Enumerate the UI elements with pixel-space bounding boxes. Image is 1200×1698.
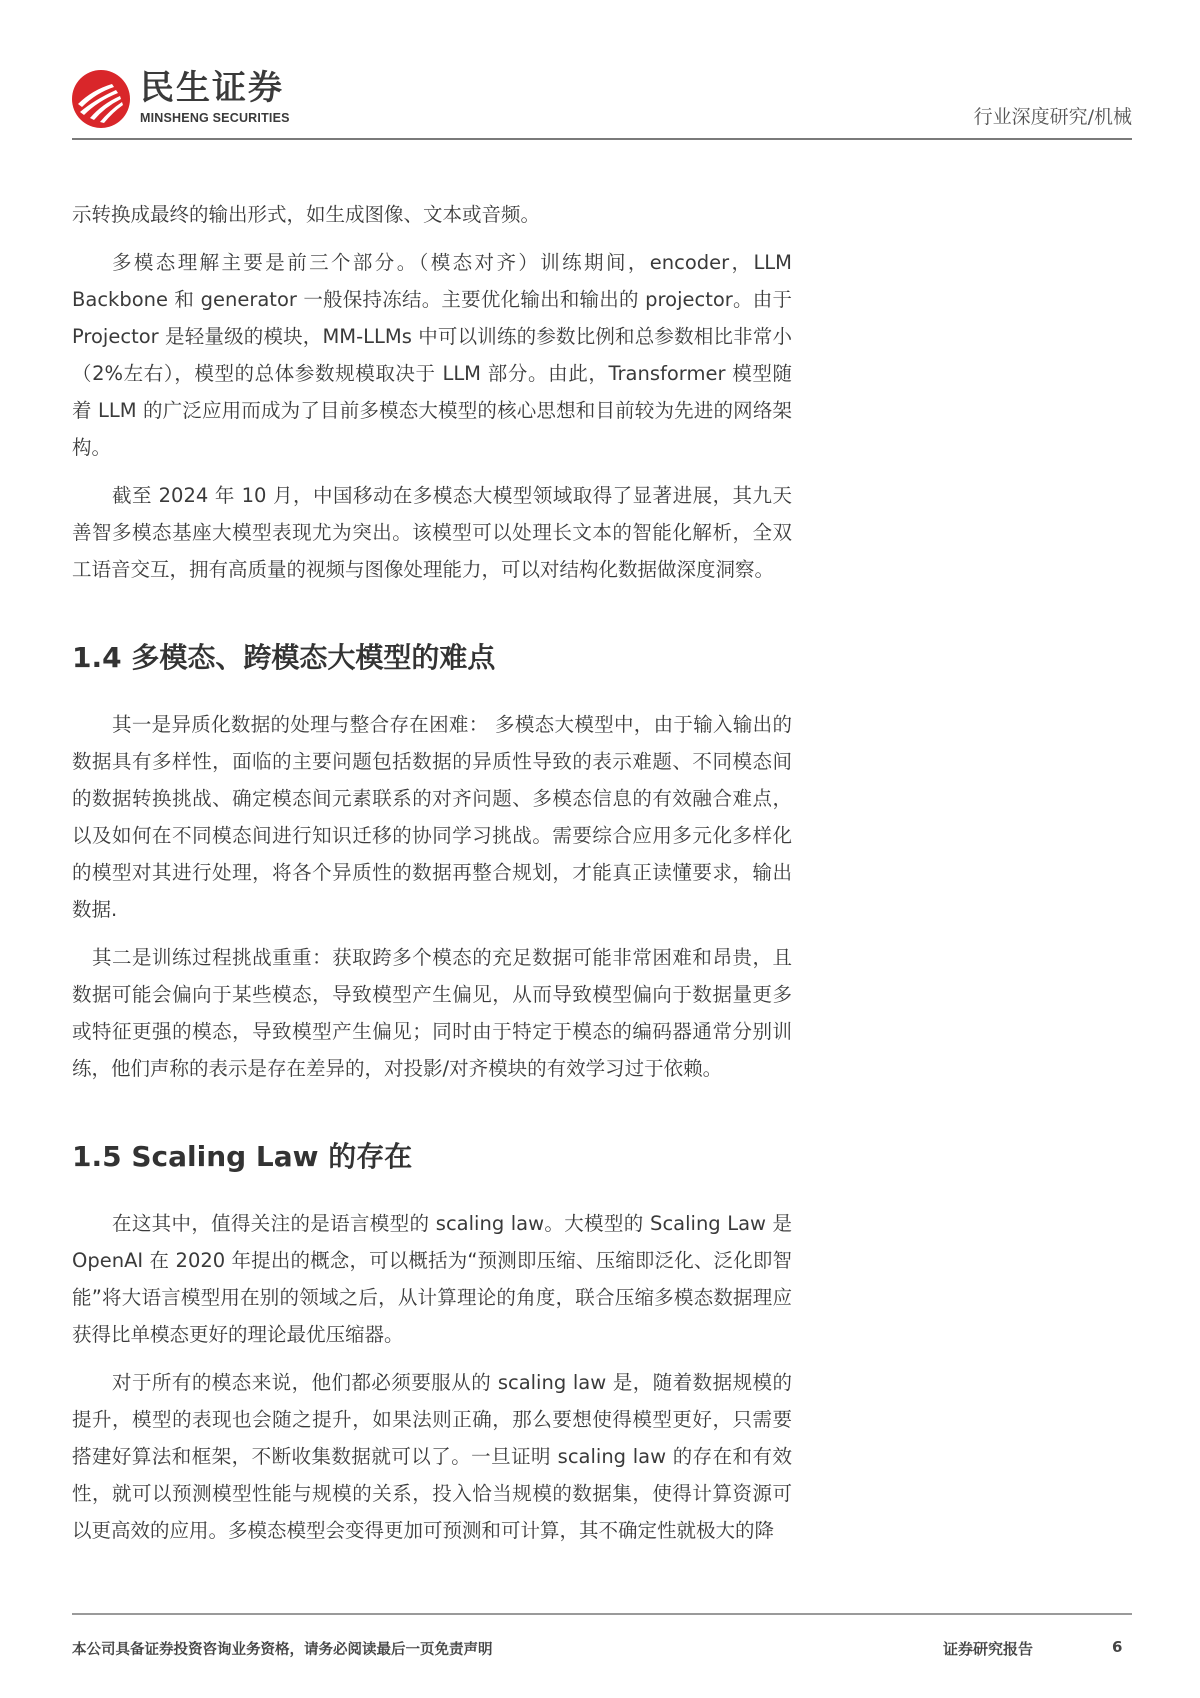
paragraph-training-challenges: 其二是训练过程挑战重重：获取跨多个模态的充足数据可能非常困难和昂贵，且数据可能会偏向于某些模态，导致模型产生偏见，从而导致模型偏向于数据量更多或特征更强的模态，导致模型产生偏见；同时由于特定于模态的编码器通常分别训练，他们声称的表示是存在差异的，对投影/对齐模块的有效学习过于依赖。 <box>72 946 792 1080</box>
paragraph-scaling-law-modalities: 对于所有的模态来说，他们都必须要服从的 scaling law 是，随着数据规模的提升，模型的表现也会随之提升，如果法则正确，那么要想使得模型更好，只需要搭建好算法和框架，不断收集数据就可以了。一旦证明 scaling law 的存在和有效性，就可以预测模型性能与规模的关系，投入恰当规模的数据集，使得计算资源可以更高效的应用。多模态模型会变得更加可预测和可计算，其不确定性就极大的降 <box>72 1371 792 1542</box>
header-divider <box>72 138 1132 140</box>
paragraph-multimodal-understanding: 多模态理解主要是前三个部分。（模态对齐）训练期间，encoder，LLM Backbone 和 generator 一般保持冻结。主要优化输出和输出的 projector。由于 Projector 是轻量级的模块，MM-LLMs 中可以训练的参数比例和总参数相比非常小（2%左右），模型的总体参数规模取决于 LLM 部分。由此，Transformer 模型随着 LLM 的广泛应用而成为了目前多模态大模型的核心思想和目前较为先进的网络架构。 <box>72 251 792 459</box>
page-header <box>72 66 1132 140</box>
footer-divider <box>72 1613 1132 1615</box>
document-body <box>72 196 792 1549</box>
paragraph-scaling-law-intro: 在这其中，值得关注的是语言模型的 scaling law。大模型的 Scaling Law 是 OpenAI 在 2020 年提出的概念，可以概括为“预测即压缩、压缩即泛化、泛化即智能”将大语言模型用在别的领域之后，从计算理论的角度，联合压缩多模态数据理应获得比单模态更好的理论最优压缩器。 <box>72 1212 792 1346</box>
section-heading-1-4: 1.4 多模态、跨模态大模型的难点 <box>72 641 496 674</box>
logo-chinese-name: 民生证券 <box>140 68 284 108</box>
section-heading-1-5: 1.5 Scaling Law 的存在 <box>72 1140 413 1173</box>
report-category: 行业深度研究/机械 <box>973 106 1132 128</box>
paragraph-continuation: 示转换成最终的输出形式，如生成图像、文本或音频。 <box>72 203 541 226</box>
logo-english-name: MINSHENG SECURITIES <box>140 111 290 125</box>
paragraph-heterogeneous-data: 其一是异质化数据的处理与整合存在困难： 多模态大模型中，由于输入输出的数据具有多样性，面临的主要问题包括数据的异质性导致的表示难题、不同模态间的数据转换挑战、确定模态间元素联系的对齐问题、多模态信息的有效融合难点，以及如何在不同模态间进行知识迁移的协同学习挑战。需要综合应用多元化多样化的模型对其进行处理，将各个异质性的数据再整合规划，才能真正读懂要求，输出数据. <box>72 713 792 921</box>
paragraph-china-mobile: 截至 2024 年 10 月，中国移动在多模态大模型领域取得了显著进展，其九天善智多模态基座大模型表现尤为突出。该模型可以处理长文本的智能化解析，全双工语音交互，拥有高质量的视频与图像处理能力，可以对结构化数据做深度洞察。 <box>72 484 792 581</box>
footer-report-type: 证券研究报告 <box>943 1640 1034 1658</box>
minsheng-logo-icon <box>72 70 130 128</box>
page-number: 6 <box>1112 1638 1123 1656</box>
footer-disclaimer: 本公司具备证券投资咨询业务资格，请务必阅读最后一页免责声明 <box>72 1642 493 1658</box>
